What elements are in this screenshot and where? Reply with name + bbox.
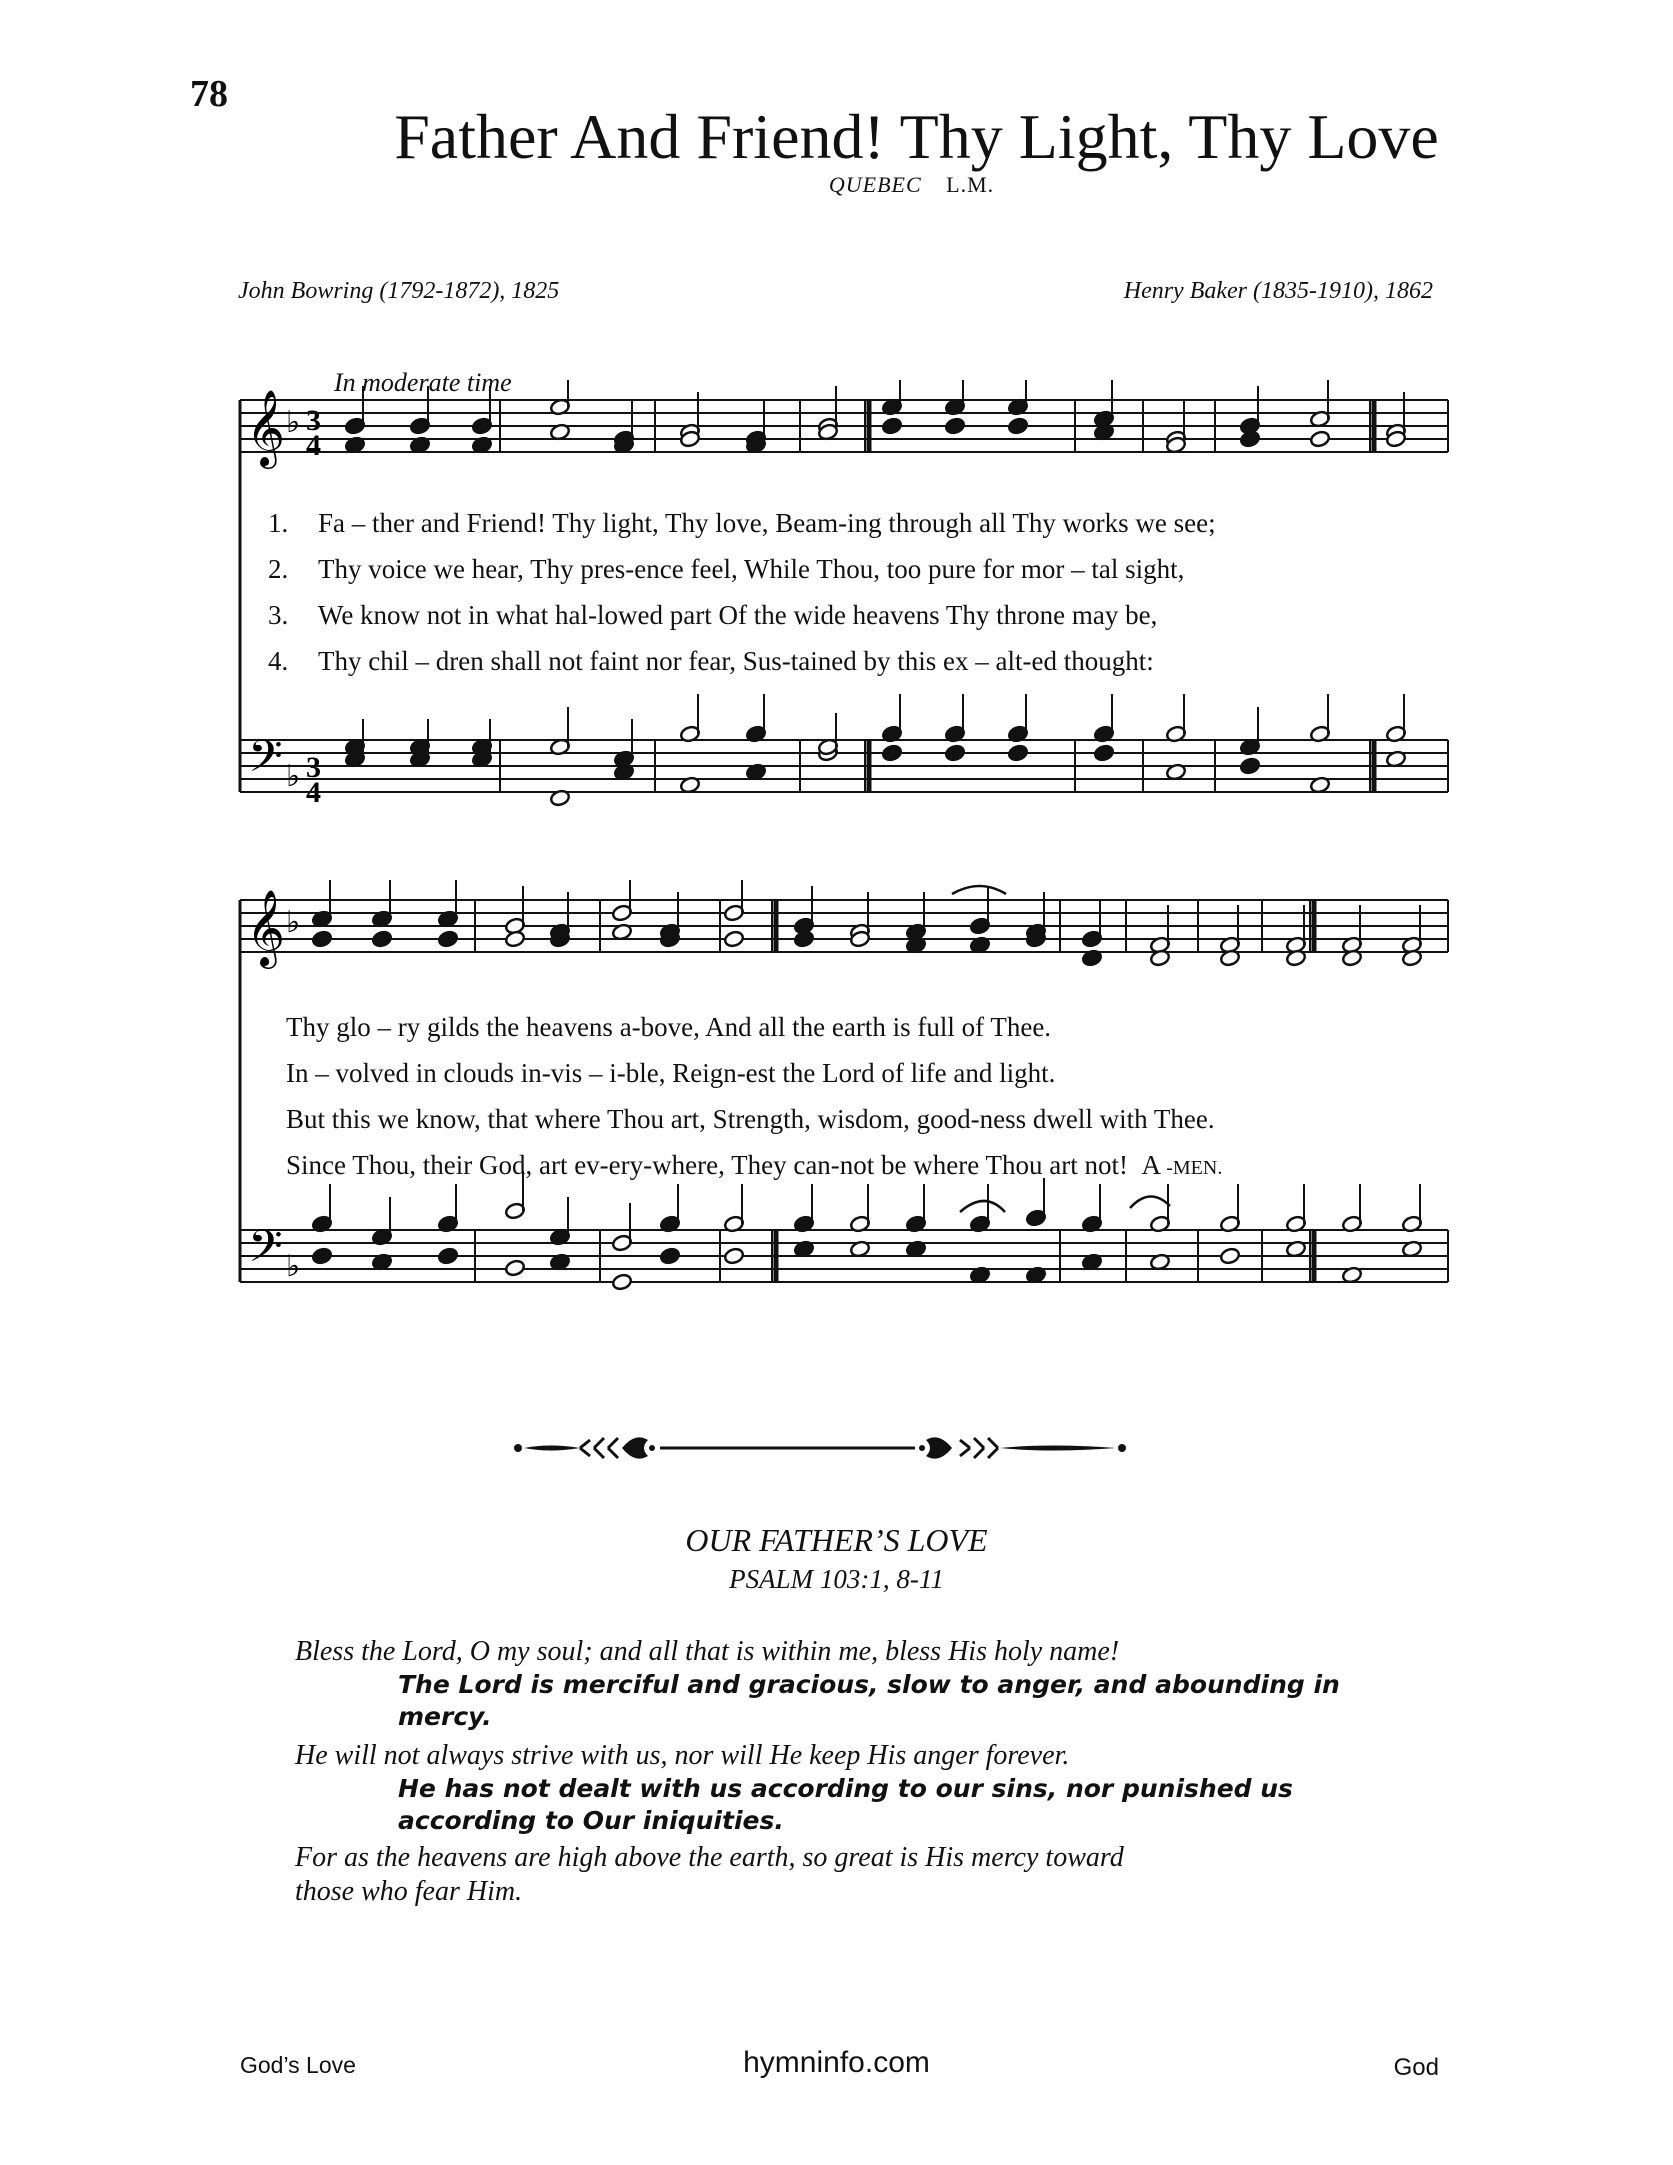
amen-men: -MEN. — [1166, 1157, 1223, 1179]
ornamental-divider — [510, 1418, 1130, 1478]
svg-text:3: 3 — [306, 404, 321, 437]
bass-staff — [240, 1230, 1448, 1282]
notehead — [944, 417, 965, 435]
notehead — [723, 1247, 744, 1265]
verse-text: Thy voice we hear, Thy pres-ence feel, While Thou, too pure for mor – tal sight, — [318, 554, 1185, 584]
svg-text:4: 4 — [306, 429, 321, 462]
verse-line — [286, 1150, 1222, 1181]
tune-line — [0, 172, 1673, 198]
reading-leader-line: those who fear Him. — [295, 1876, 523, 1907]
verse-text: But this we know, that where Thou art, Strength, wisdom, good-ness dwell with Thee. — [286, 1104, 1215, 1134]
notehead — [1007, 744, 1028, 762]
verse-text: In – volved in clouds in-vis – i-ble, Reign-est the Lord of life and light. — [286, 1058, 1056, 1088]
reading-title: OUR FATHER’S LOVE — [685, 1522, 988, 1558]
words-credit: John Bowring (1792-1872), 1825 — [238, 278, 560, 304]
verse-text: Thy chil – dren shall not faint nor fear, Sus-tained by this ex – alt-ed thought: — [318, 646, 1154, 676]
notehead — [437, 1247, 458, 1265]
flat-icon: ♭ — [286, 1249, 301, 1284]
tune-meter: L.M. — [946, 172, 995, 197]
svg-text:4: 4 — [306, 776, 321, 809]
verse-line — [286, 1104, 1215, 1135]
treble-clef-icon: 𝄞 — [246, 389, 286, 466]
page-number: 78 — [190, 73, 228, 115]
reading-response-line: according to Our iniquities. — [398, 1806, 784, 1835]
treble-staff — [240, 900, 1448, 952]
reading-leader-line: He will not always strive with us, nor will He keep His anger forever. — [295, 1740, 1070, 1771]
treble-clef-icon: 𝄞 — [246, 889, 286, 966]
notehead — [611, 1273, 632, 1291]
verse-number: 4. — [268, 646, 289, 676]
notehead — [1239, 757, 1260, 775]
svg-text:3: 3 — [306, 751, 321, 784]
reading-response-line: mercy. — [398, 1702, 492, 1731]
verse-line — [286, 1058, 1055, 1089]
reading-leader-line: For as the heavens are high above the earth, so great is His mercy toward — [295, 1842, 1124, 1873]
reading-response-line: The Lord is merciful and gracious, slow to anger, and abounding in — [398, 1670, 1340, 1699]
amen-a: A — [1141, 1150, 1160, 1180]
tempo-marking: In moderate time — [334, 368, 512, 397]
footer-category: God’s Love — [240, 2052, 356, 2078]
notehead — [1007, 417, 1028, 435]
tie — [952, 886, 1006, 894]
reading-reference: PSALM 103:1, 8-11 — [729, 1564, 944, 1594]
notehead — [311, 1247, 332, 1265]
notehead — [793, 930, 814, 948]
notehead — [371, 930, 392, 948]
tie — [1130, 1196, 1170, 1208]
tune-name: QUEBEC — [828, 172, 922, 197]
verse-number: 3. — [268, 600, 289, 630]
bass-clef-icon: 𝄢 — [248, 730, 283, 793]
notehead — [881, 417, 902, 435]
notehead — [881, 744, 902, 762]
tie — [960, 1201, 1005, 1212]
verse-number: 1. — [268, 508, 289, 538]
verse-text: Fa – ther and Friend! Thy light, Thy love, Beam-ing through all Thy works we see; — [318, 508, 1216, 538]
reading-leader-line: Bless the Lord, O my soul; and all that is within me, bless His holy name! — [295, 1636, 1120, 1667]
verse-text: We know not in what hal-lowed part Of the wide heavens Thy throne may be, — [318, 600, 1158, 630]
flat-icon: ♭ — [286, 759, 301, 794]
notehead — [504, 930, 525, 948]
notehead — [659, 1247, 680, 1265]
notehead — [437, 930, 458, 948]
notehead — [723, 930, 744, 948]
hymn-title: Father And Friend! Thy Light, Thy Love — [394, 101, 1439, 172]
notehead — [1309, 430, 1330, 448]
notehead — [311, 930, 332, 948]
reading-response-line: He has not dealt with us according to our sins, nor punished us — [398, 1774, 1293, 1803]
notehead — [1093, 744, 1114, 762]
notehead — [1239, 430, 1260, 448]
music-credit: Henry Baker (1835-1910), 1862 — [1123, 278, 1433, 304]
bass-clef-icon: 𝄢 — [248, 1220, 283, 1283]
flat-icon: ♭ — [286, 905, 301, 940]
verse-text: Thy glo – ry gilds the heavens a-bove, And all the earth is full of Thee. — [286, 1012, 1052, 1042]
flat-icon: ♭ — [286, 405, 301, 440]
notehead — [944, 744, 965, 762]
notehead — [504, 1259, 525, 1277]
notehead — [1219, 1247, 1240, 1265]
footer-topic: God — [1393, 2054, 1439, 2081]
verse-line — [286, 1012, 1051, 1043]
footer-site: hymninfo.com — [743, 2046, 930, 2079]
verse-text: Since Thou, their God, art ev-ery-where, They can-not be where Thou art not! — [286, 1150, 1128, 1180]
verse-number: 2. — [268, 554, 289, 584]
